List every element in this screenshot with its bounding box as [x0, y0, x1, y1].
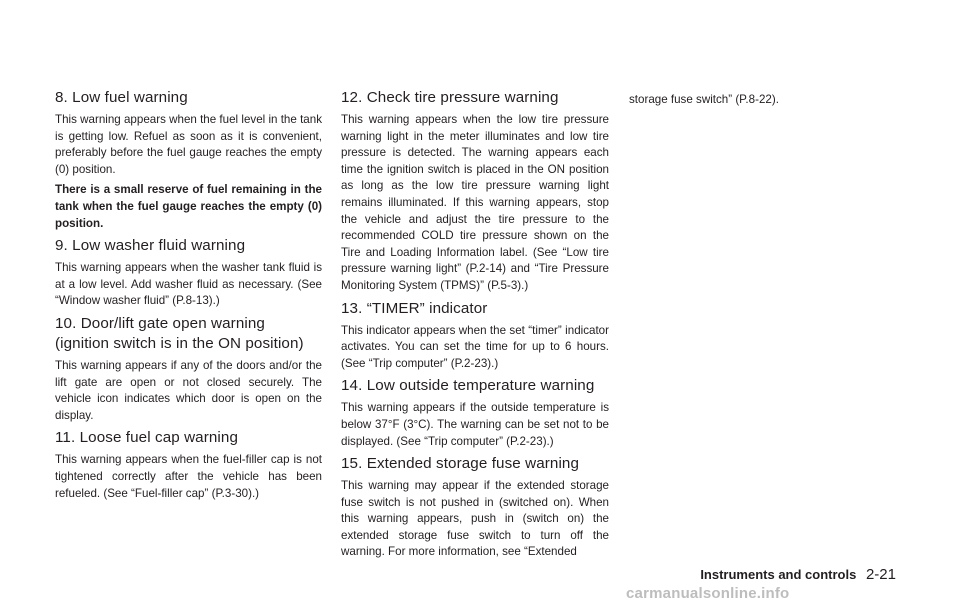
section-paragraph: This indicator appears when the set “timer” indicator activates. You can set the time for up to 6 hours. (See “Trip computer” (P.2-23).)	[341, 323, 609, 370]
section-low-fuel-warning	[55, 88, 322, 232]
section-extended-storage-fuse-warning	[341, 454, 609, 561]
page-number: 2-21	[865, 566, 896, 583]
section-paragraph: This warning appears if any of the doors and/or the lift gate are open or not closed securely. The vehicle icon indicates which door is open on the display.	[55, 358, 322, 422]
section-paragraph: This warning appears when the fuel-filler cap is not tightened correctly after the vehicle has been refueled. (See “Fuel-filler cap” (P.3-30).)	[55, 453, 322, 500]
section-title: 10. Door/lift gate open warning (ignition switch is in the ON position)	[55, 314, 304, 352]
section-title: 8. Low fuel warning	[55, 89, 188, 106]
section-low-outside-temperature-warning	[341, 376, 609, 450]
section-paragraph: This warning appears when the fuel level in the tank is getting low. Refuel as soon as it is convenient, preferably before the fuel gauge reaches the empty (0) position.	[55, 113, 322, 176]
column-middle	[341, 88, 609, 565]
section-loose-fuel-cap-warning	[55, 428, 322, 502]
section-paragraph: This warning appears when the low tire pressure warning light in the meter illuminates and low tire pressure is detected. The warning appears each time the ignition switch is placed in the ON position as long as the low tire pressure warning light remains illuminated. If this warning appears, stop the vehicle and adjust the tire pressure to the recommended COLD tire pressure shown on the Tire and Loading Information label. (See “Low tire pressure warning light” (P.2-14) and “Tire Pressure Monitoring System (TPMS)” (P.5-3).)	[341, 113, 609, 292]
section-note: There is a small reserve of fuel remaining in the tank when the fuel gauge reaches the empty (0) position.	[55, 183, 322, 230]
section-paragraph: This warning appears when the washer tank fluid is at a low level. Add washer fluid as necessary. (See “Window washer fluid” (P.8-13).)	[55, 261, 322, 308]
watermark: carmanualsonline.info	[626, 585, 790, 602]
footer-section-label: Instruments and controls	[700, 567, 857, 582]
page-footer	[700, 566, 896, 584]
section-paragraph-continued: storage fuse switch” (P.8-22).	[629, 93, 779, 106]
section-paragraph: This warning appears if the outside temperature is below 37°F (3°C). The warning can be set not to be displayed. (See “Trip computer” (P.2-23).)	[341, 401, 609, 448]
section-title: 12. Check tire pressure warning	[341, 89, 559, 106]
section-title: 13. “TIMER” indicator	[341, 299, 488, 317]
section-title: 15. Extended storage fuse warning	[341, 455, 580, 473]
section-title: 14. Low outside temperature warning	[341, 377, 595, 395]
section-title: 11. Loose fuel cap warning	[55, 429, 239, 447]
section-timer-indicator	[341, 299, 609, 373]
section-low-washer-fluid-warning	[55, 236, 322, 310]
section-door-open-warning	[55, 314, 322, 424]
section-title: 9. Low washer fluid warning	[55, 237, 246, 255]
section-paragraph: This warning may appear if the extended storage fuse switch is not pushed in (switched on). When this warning appears, push in (switch on) the extended storage fuse switch to turn off the warning. For more information, see “Extended	[341, 479, 609, 559]
section-check-tire-pressure-warning	[341, 88, 609, 295]
column-right	[629, 92, 899, 113]
column-left	[55, 88, 322, 506]
